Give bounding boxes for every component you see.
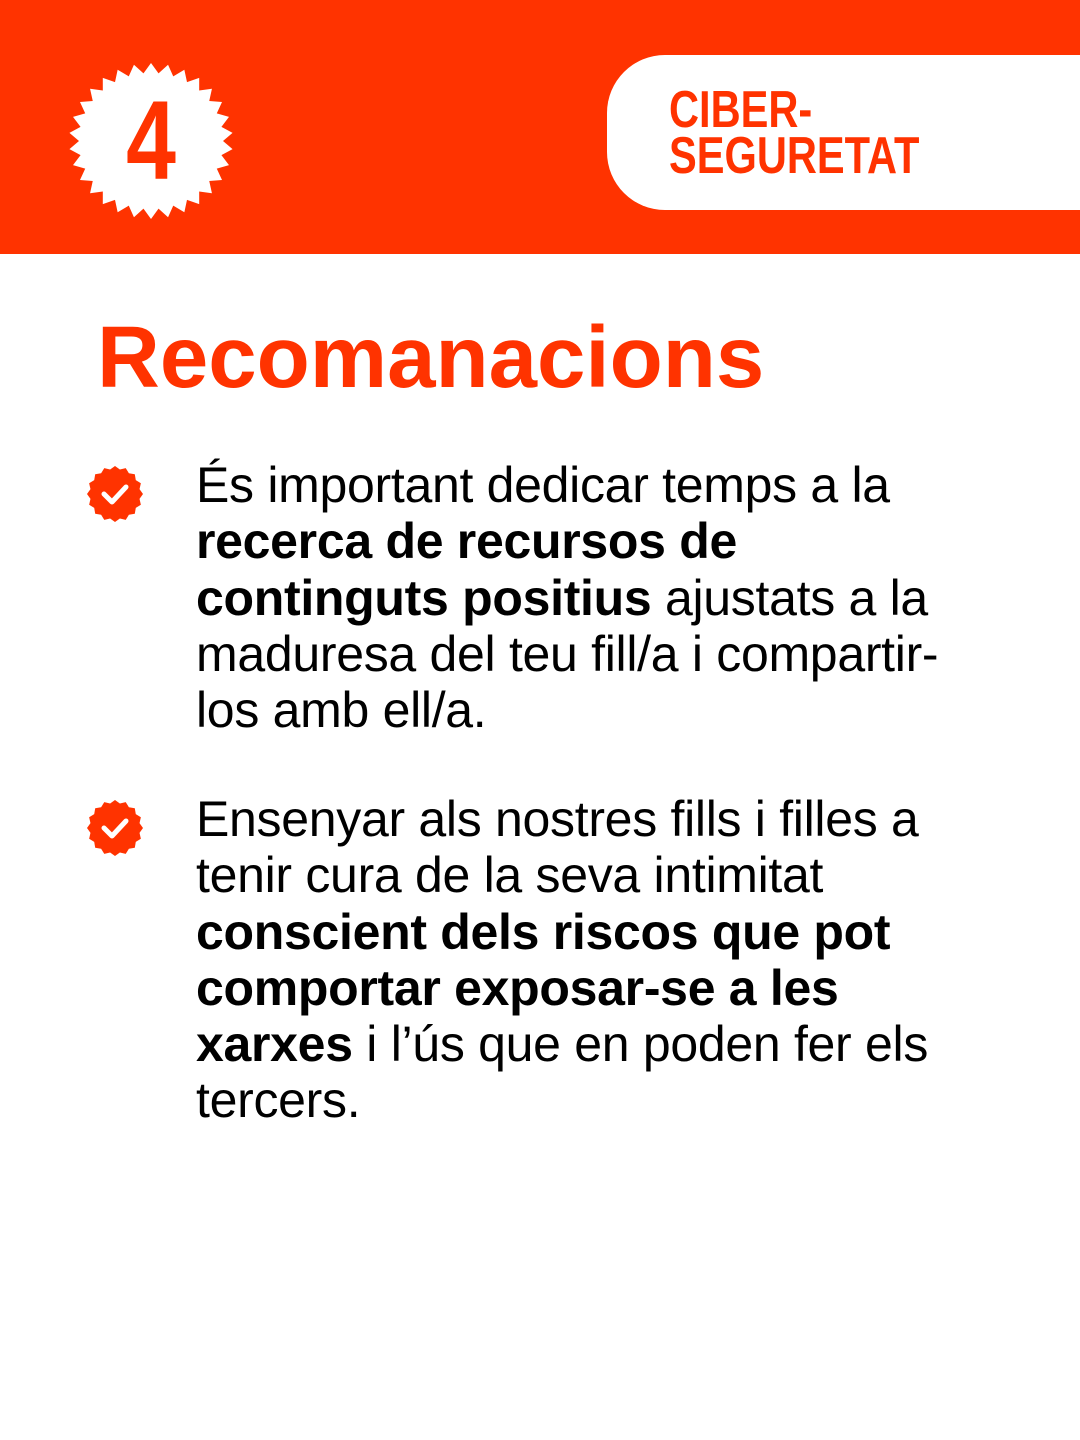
- text-part: És important dedicar temps a la: [196, 457, 890, 513]
- page-title: Recomanacions: [97, 309, 765, 406]
- text-part-bold: conscient dels riscos que pot comportar exposar-se a les xarxes: [196, 903, 891, 1073]
- recommendation-text: [196, 791, 976, 1129]
- category-line-2: SEGURETAT: [669, 127, 920, 185]
- text-part: i l’ús que en poden fer els tercers.: [196, 1016, 929, 1129]
- text-part: ajustats a la maduresa del teu fill/a i compartir-los amb ell/a.: [196, 569, 939, 739]
- category-label: [669, 81, 920, 185]
- check-badge-icon: [86, 465, 144, 523]
- category-tag: [607, 55, 1080, 210]
- recommendation-text: [196, 457, 976, 738]
- number-badge: [68, 62, 234, 220]
- text-part-bold: recerca de recursos de continguts positius: [196, 513, 737, 626]
- category-line-1: CIBER-: [669, 81, 813, 139]
- text-part: Ensenyar als nostres fills i filles a tenir cura de la seva intimitat: [196, 791, 919, 904]
- badge-number: 4: [126, 78, 176, 203]
- check-badge-icon: [86, 799, 144, 857]
- header-band: [0, 0, 1080, 254]
